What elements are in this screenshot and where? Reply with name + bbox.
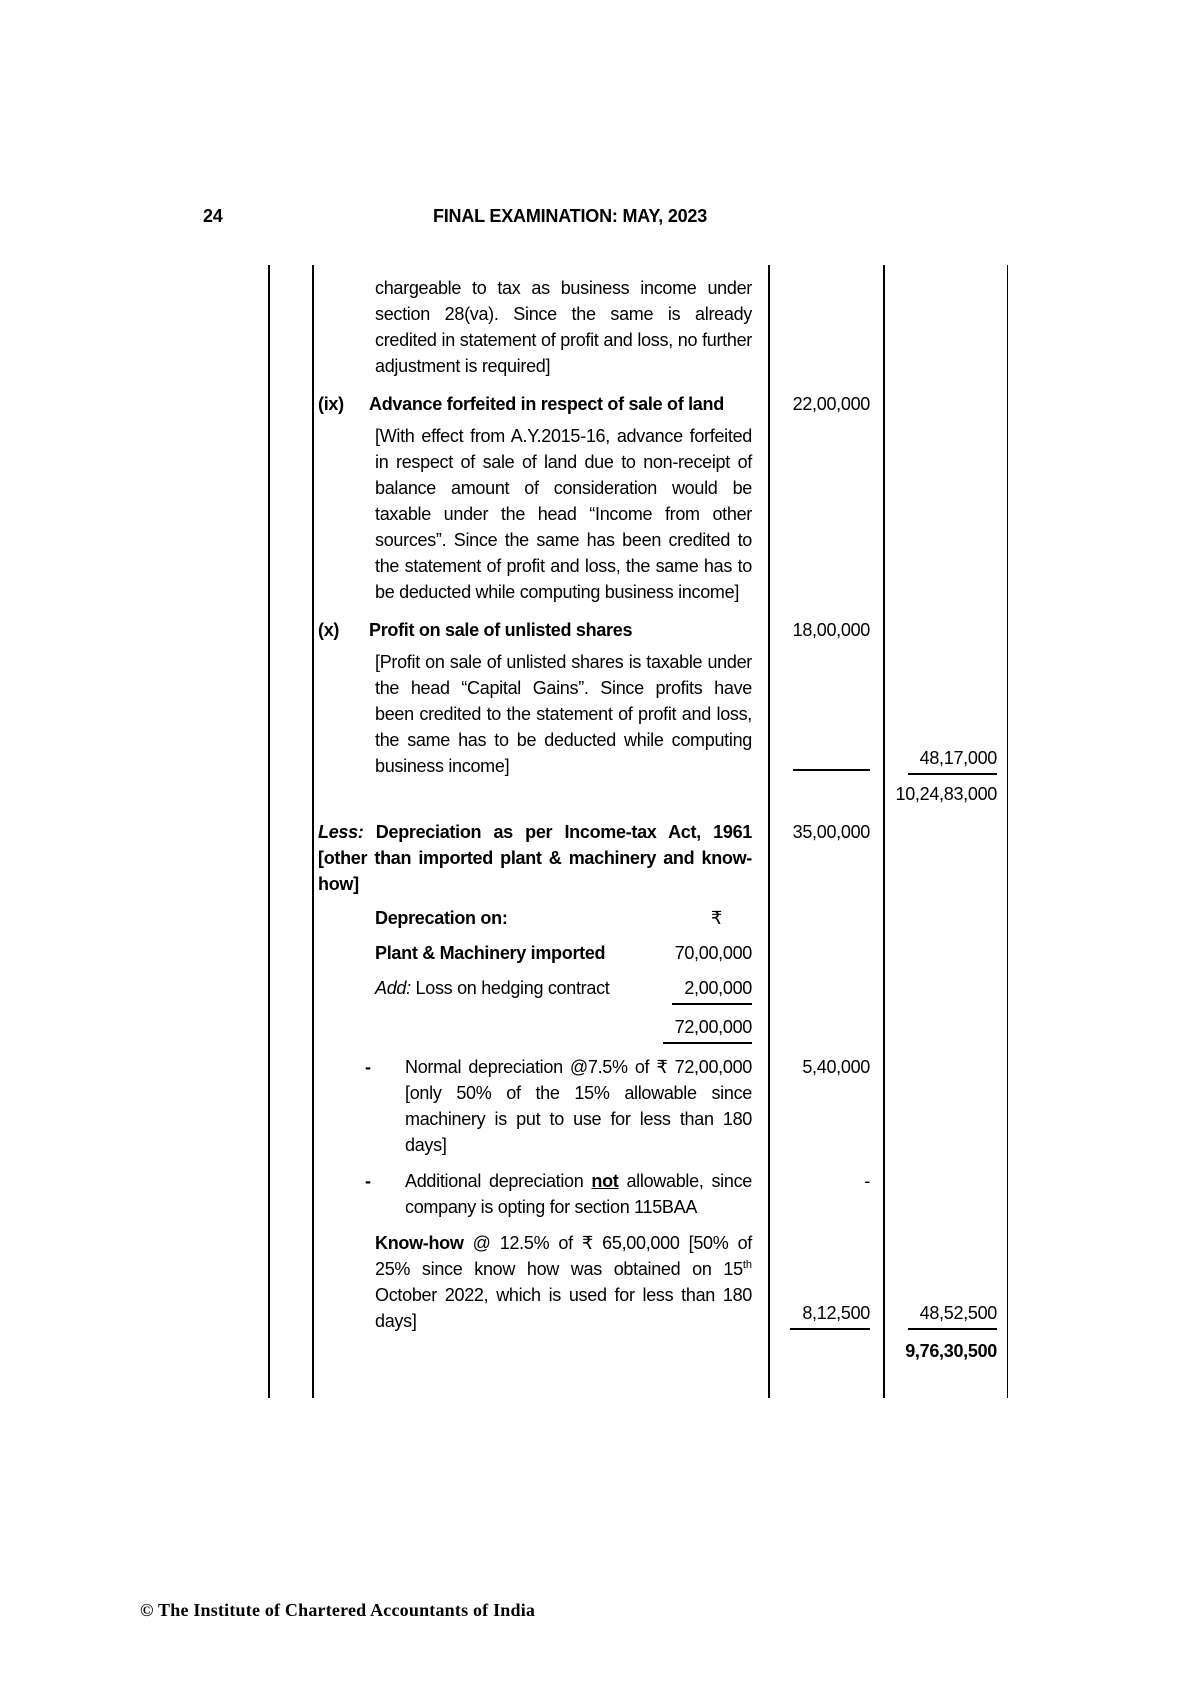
know-how-amount: 8,12,500 xyxy=(790,1300,870,1330)
rupee-symbol: ₹ xyxy=(710,908,722,928)
row-grand-total xyxy=(268,1338,1008,1364)
less-depreciation-text: Less: Depreciation as per Income-tax Act, 1961 [other than imported plant & machinery and know-how] xyxy=(318,822,752,894)
row-item-ix xyxy=(268,391,1008,417)
hedging-value: 2,00,000 xyxy=(672,975,752,1005)
copyright-notice: © The Institute of Chartered Accountants of India xyxy=(140,1600,536,1620)
know-how-total: 48,52,500 xyxy=(908,1300,997,1330)
row-normal-depreciation xyxy=(268,1054,1008,1158)
item-ix-note-text: [With effect from A.Y.2015-16, advance forfeited in respect of sale of land due to non-receipt of balance amount of consideration would be taxable under the head “Income from other sources”. Since the same has been credited to the statement of profit and loss, the same has to be deducted while computing business income] xyxy=(375,426,752,602)
row-hedging-loss xyxy=(268,975,1008,1005)
computation-table xyxy=(268,265,1008,1398)
superscript-th: th xyxy=(742,1259,752,1271)
plant-machinery-label: Plant & Machinery imported xyxy=(375,943,606,963)
table-vertical-border xyxy=(268,265,270,1398)
item-x-number: (x) xyxy=(318,620,340,640)
item-x-note-text: [Profit on sale of unlisted shares is taxable under the head “Capital Gains”. Since profits have been credited to the statement of profit and loss, the same has to be deducted while computing business income] xyxy=(375,652,752,776)
pm-total-value: 72,00,000 xyxy=(663,1014,752,1044)
item-ix-title: Advance forfeited in respect of sale of land xyxy=(369,394,724,414)
table-vertical-border xyxy=(768,265,770,1398)
deprecation-on-label: Deprecation on: xyxy=(375,908,508,928)
table-vertical-border xyxy=(1007,265,1009,1398)
row-additional-depreciation xyxy=(268,1168,1008,1220)
table-vertical-border xyxy=(312,265,314,1398)
row-item-x xyxy=(268,617,1008,643)
row-continuation-note xyxy=(268,275,1008,379)
gutter-cell xyxy=(268,275,312,379)
additional-depreciation-text: Additional depreciation not allowable, since company is opting for section 115BAA xyxy=(405,1171,752,1217)
page-number: 24 xyxy=(203,206,223,226)
subtotal-amount: 48,17,000 xyxy=(908,745,997,775)
less-depreciation-amount: 35,00,000 xyxy=(792,822,870,842)
row-less-depreciation xyxy=(268,819,1008,897)
bullet-dash: - xyxy=(365,1171,371,1191)
normal-depreciation-amount: 5,40,000 xyxy=(802,1057,870,1077)
item-x-amount: 18,00,000 xyxy=(792,620,870,640)
continuation-note-text: chargeable to tax as business income under section 28(va). Since the same is already credited in statement of profit and loss, no further adjustment is required] xyxy=(375,278,752,376)
row-item-ix-note xyxy=(268,423,1008,605)
blank-total-rule xyxy=(793,769,870,771)
know-how-text: Know-how @ 12.5% of ₹ 65,00,000 [50% of 25% since know how was obtained on 15th October 2022, which is used for less than 180 days] xyxy=(375,1233,752,1331)
page-title: FINAL EXAMINATION: MAY, 2023 xyxy=(432,206,708,226)
row-plant-machinery xyxy=(268,940,1008,966)
less-prefix: Less: xyxy=(318,822,364,842)
table-vertical-border xyxy=(883,265,885,1398)
item-x-title: Profit on sale of unlisted shares xyxy=(369,620,633,640)
item-ix-number: (ix) xyxy=(318,394,344,414)
bullet-dash: - xyxy=(365,1057,371,1077)
not-emphasis: not xyxy=(591,1171,619,1191)
row-deprecation-on xyxy=(268,905,1008,931)
hedging-label: Add: Loss on hedging contract xyxy=(375,978,610,998)
row-item-x-note xyxy=(268,649,1008,779)
row-know-how xyxy=(268,1230,1008,1334)
item-ix-amount: 22,00,000 xyxy=(792,394,870,414)
row-pm-total xyxy=(268,1014,1008,1044)
running-total-amount: 10,24,83,000 xyxy=(895,784,997,804)
row-running-total xyxy=(268,781,1008,807)
plant-machinery-value: 70,00,000 xyxy=(674,943,752,963)
additional-depreciation-amount: - xyxy=(864,1171,870,1191)
normal-depreciation-text: Normal depreciation @7.5% of ₹ 72,00,000 [only 50% of the 15% allowable since machinery is put to use for less than 180 days] xyxy=(405,1057,752,1155)
grand-total-amount: 9,76,30,500 xyxy=(905,1341,997,1361)
